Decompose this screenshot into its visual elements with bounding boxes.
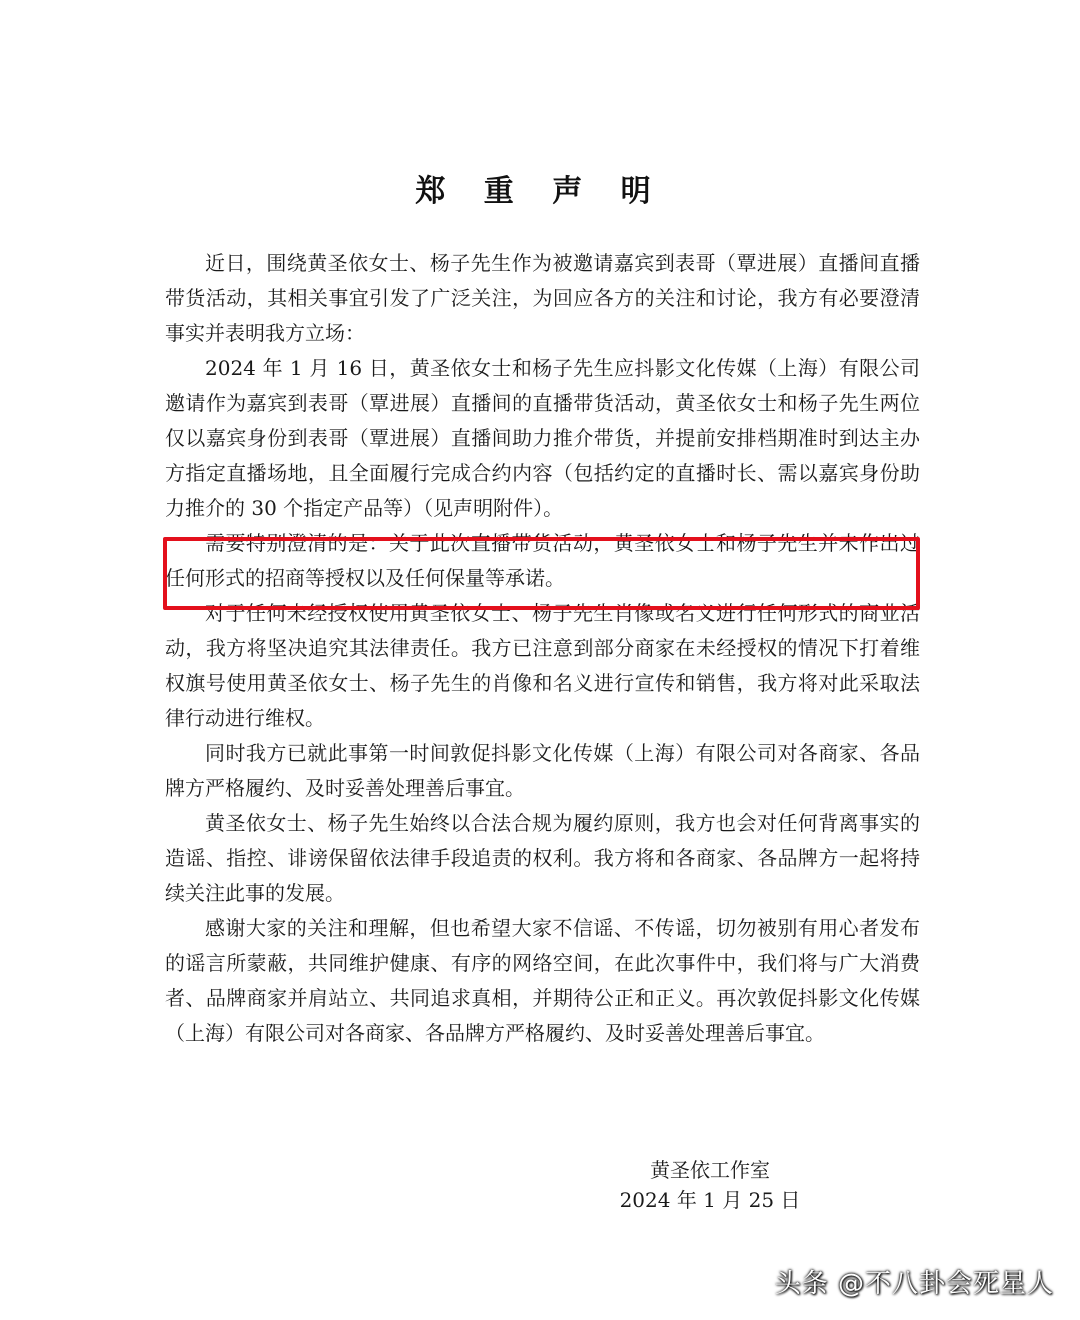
- statement-body: [165, 246, 920, 1051]
- signature-date: 2024 年 1 月 25 日: [619, 1188, 801, 1212]
- signature-name: 黄圣依工作室: [650, 1158, 770, 1182]
- paragraph-event-details: 2024 年 1 月 16 日，黄圣依女士和杨子先生应抖影文化传媒（上海）有限公司邀请作为嘉宾到表哥（覃进展）直播间的直播带货活动，黄圣依女士和杨子先生两位仅以嘉宾身份到表哥（覃进展）直播间助力推介带货，并提前安排档期准时到达主办方指定直播场地，且全面履行完成合约内容（包括约定的直播时长、需以嘉宾身份助力推介的 30 个指定产品等）（见声明附件）。: [165, 356, 920, 520]
- paragraph-clarification: 需要特别澄清的是：关于此次直播带货活动，黄圣依女士和杨子先生并未作出过任何形式的招商等授权以及任何保量等承诺。: [165, 531, 920, 590]
- watermark-text: 头条 @不八卦会死星人: [774, 1269, 1054, 1299]
- paragraph-unauthorized-use: 对于任何未经授权使用黄圣依女士、杨子先生肖像或名义进行任何形式的商业活动，我方将坚决追究其法律责任。我方已注意到部分商家在未经授权的情况下打着维权旗号使用黄圣依女士、杨子先生的肖像和名义进行宣传和销售，我方将对此采取法律行动进行维权。: [165, 601, 920, 730]
- paragraph-urge-company: 同时我方已就此事第一时间敦促抖影文化传媒（上海）有限公司对各商家、各品牌方严格履约、及时妥善处理善后事宜。: [165, 741, 920, 800]
- red-highlight-box: [163, 537, 920, 610]
- paragraph-thanks: 感谢大家的关注和理解，但也希望大家不信谣、不传谣，切勿被别有用心者发布的谣言所蒙蔽，共同维护健康、有序的网络空间，在此次事件中，我们将与广大消费者、品牌商家并肩站立、共同追求真相，并期待公正和正义。再次敦促抖影文化传媒（上海）有限公司对各商家、各品牌方严格履约、及时妥善处理善后事宜。: [165, 916, 920, 1045]
- paragraph-intro: 近日，围绕黄圣依女士、杨子先生作为被邀请嘉宾到表哥（覃进展）直播间直播带货活动，其相关事宜引发了广泛关注，为回应各方的关注和讨论，我方有必要澄清事实并表明我方立场：: [165, 251, 920, 345]
- document-title: 郑 重 声 明: [415, 174, 665, 209]
- paragraph-legal-rights: 黄圣依女士、杨子先生始终以合法合规为履约原则，我方也会对任何背离事实的造谣、指控、诽谤保留依法律手段追责的权利。我方将和各商家、各品牌方一起将持续关注此事的发展。: [165, 811, 920, 905]
- signature-block: [600, 1155, 820, 1215]
